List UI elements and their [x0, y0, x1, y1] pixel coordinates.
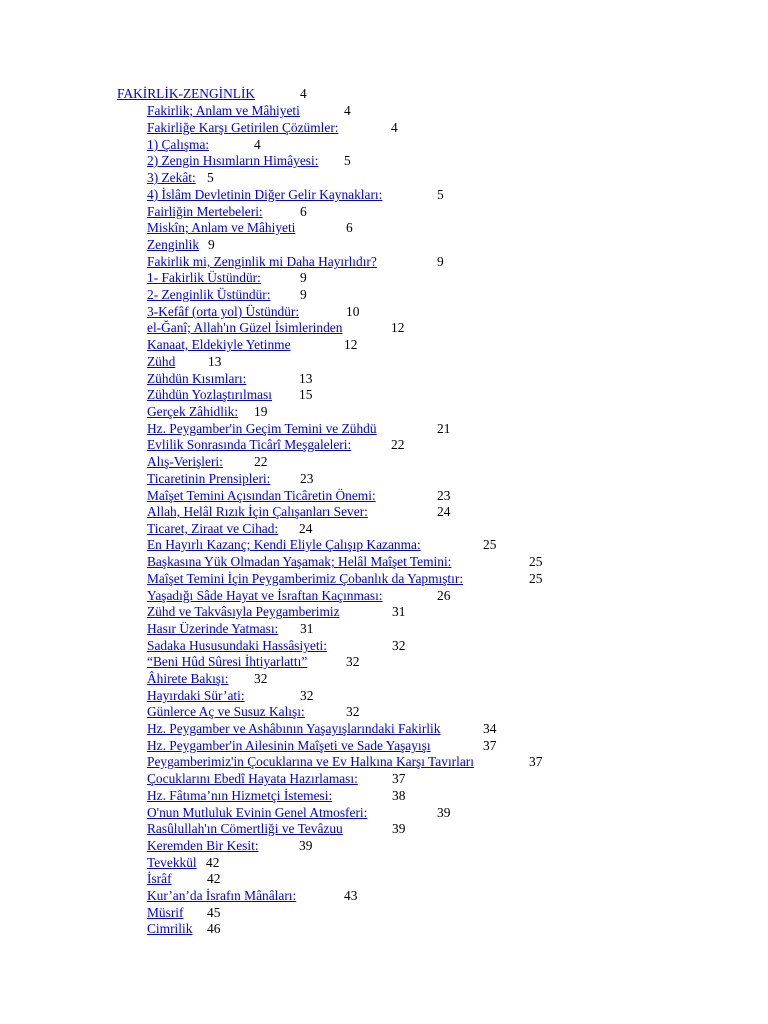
toc-page-number: 12: [344, 337, 358, 352]
toc-entry: [147, 604, 406, 621]
toc-page-number: 45: [207, 905, 221, 920]
toc-entry: [147, 921, 221, 938]
toc-page-number: 26: [437, 588, 451, 603]
toc-link[interactable]: Yaşadığı Sâde Hayat ve İsraftan Kaçınması:: [147, 588, 383, 603]
toc-link[interactable]: Çocuklarını Ebedî Hayata Hazırlaması:: [147, 771, 358, 786]
toc-page-number: 46: [207, 921, 221, 936]
toc-link[interactable]: Hasır Üzerinde Yatması:: [147, 621, 279, 636]
toc-link[interactable]: Günlerce Aç ve Susuz Kalışı:: [147, 704, 305, 719]
toc-page-number: 6: [346, 220, 353, 235]
toc-link[interactable]: Hz. Peygamber ve Ashâbının Yaşayışlarındaki Fakirlik: [147, 721, 441, 736]
toc-link[interactable]: Peygamberimiz'in Çocuklarına ve Ev Halkına Karşı Tavırları: [147, 754, 474, 769]
toc-link[interactable]: Ticaretinin Prensipleri:: [147, 471, 271, 486]
toc-entry: [147, 588, 451, 605]
toc-page-number: 9: [208, 237, 215, 252]
toc-entry: [147, 337, 358, 354]
toc-link[interactable]: Fairliğin Mertebeleri:: [147, 204, 263, 219]
toc-link[interactable]: Hz. Fâtıma’nın Hizmetçi İstemesi:: [147, 788, 333, 803]
toc-page-number: 32: [346, 654, 360, 669]
toc-page-number: 9: [300, 287, 307, 302]
toc-page-number: 5: [437, 187, 444, 202]
toc-entry: [147, 888, 358, 905]
toc-link[interactable]: Gerçek Zâhidlik:: [147, 404, 239, 419]
toc-page-number: 15: [299, 387, 313, 402]
toc-entry: [147, 704, 360, 721]
toc-page-number: 22: [254, 454, 268, 469]
toc-link[interactable]: Rasûlullah'ın Cömertliği ve Tevâzuu: [147, 821, 343, 836]
toc-entry: [147, 187, 444, 204]
toc-link[interactable]: Cimrilik: [147, 921, 193, 936]
toc-entry: [147, 838, 313, 855]
toc-link[interactable]: İsrâf: [147, 871, 172, 886]
toc-page-number: 32: [254, 671, 268, 686]
toc-entry: [147, 471, 314, 488]
toc-link[interactable]: Zenginlik: [147, 237, 200, 252]
toc-link[interactable]: 3-Kefâf (orta yol) Üstündür:: [147, 304, 300, 319]
toc-page-number: 5: [344, 153, 351, 168]
toc-link[interactable]: Kur’an’da İsrafın Mânâları:: [147, 888, 297, 903]
toc-link[interactable]: 3) Zekât:: [147, 170, 196, 185]
toc-link[interactable]: Maîşet Temini Açısından Ticâretin Önemi:: [147, 488, 376, 503]
toc-entry: [147, 638, 406, 655]
toc-entry: [147, 671, 268, 688]
toc-page-number: 13: [208, 354, 222, 369]
toc-link[interactable]: 2- Zenginlik Üstündür:: [147, 287, 271, 302]
toc-entry: [147, 504, 451, 521]
toc-entry: [147, 771, 406, 788]
toc-entry: [147, 404, 268, 421]
toc-page-number: 23: [437, 488, 451, 503]
toc-link[interactable]: Tevekkül: [147, 855, 197, 870]
toc-link[interactable]: Zühdün Yozlaştırılması: [147, 387, 272, 402]
toc-entry: [147, 387, 313, 404]
toc-entry: [147, 521, 313, 538]
toc-link[interactable]: Miskîn; Anlam ve Mâhiyeti: [147, 220, 296, 235]
toc-page-number: 4: [344, 103, 351, 118]
toc-page-number: 32: [300, 688, 314, 703]
toc-link[interactable]: Zühd ve Takvâsıyla Peygamberimiz: [147, 604, 340, 619]
toc-heading: [117, 86, 307, 103]
toc-page-number: 9: [437, 254, 444, 269]
toc-page-number: 31: [300, 621, 314, 636]
toc-link[interactable]: Keremden Bir Kesit:: [147, 838, 259, 853]
toc-entry: [147, 204, 307, 221]
toc-link[interactable]: Kanaat, Eldekiyle Yetinme: [147, 337, 291, 352]
toc-page-number: 9: [300, 270, 307, 285]
toc-link[interactable]: Fakirlik; Anlam ve Mâhiyeti: [147, 103, 300, 118]
toc-page-number: 37: [392, 771, 406, 786]
toc-entry: [147, 788, 406, 805]
toc-entry: [147, 571, 543, 588]
toc-page-number: 5: [207, 170, 214, 185]
toc-heading-page: 4: [300, 86, 307, 101]
toc-entry: [147, 905, 221, 922]
toc-link[interactable]: En Hayırlı Kazanç; Kendi Eliyle Çalışıp Kazanma:: [147, 537, 421, 552]
toc-entry: [147, 354, 222, 371]
toc-entry: [147, 855, 220, 872]
toc-link[interactable]: el-Ğanî; Allah'ın Güzel İsimlerinden: [147, 320, 343, 335]
toc-link[interactable]: 1- Fakirlik Üstündür:: [147, 270, 261, 285]
toc-page-number: 19: [254, 404, 268, 419]
toc-entry: [147, 170, 214, 187]
toc-entry: [147, 237, 215, 254]
toc-entry: [147, 871, 221, 888]
toc-link[interactable]: Zühd: [147, 354, 176, 369]
toc-link[interactable]: Maîşet Temini İçin Peygamberimiz Çobanlık da Yapmıştır:: [147, 571, 464, 586]
toc-page-number: 12: [391, 320, 405, 335]
toc-link[interactable]: Fakirlik mi, Zenginlik mi Daha Hayırlıdır?: [147, 254, 377, 269]
toc-entry: [147, 371, 313, 388]
toc-page-number: 24: [437, 504, 451, 519]
toc-page-number: 38: [392, 788, 406, 803]
toc-page-number: 21: [437, 421, 451, 436]
toc-entry: [147, 421, 451, 438]
toc-entry: [147, 621, 314, 638]
toc-page-number: 39: [299, 838, 313, 853]
toc-entry: [147, 270, 307, 287]
toc-entry: [147, 554, 543, 571]
toc-link[interactable]: Evlilik Sonrasında Ticârî Meşgaleleri:: [147, 437, 352, 452]
toc-heading-link[interactable]: FAKİRLİK-ZENGİNLİK: [117, 86, 256, 101]
toc-entry: [147, 537, 497, 554]
toc-link[interactable]: Zühdün Kısımları:: [147, 371, 247, 386]
toc-link[interactable]: O'nun Mutluluk Evinin Genel Atmosferi:: [147, 805, 368, 820]
toc-page-number: 34: [483, 721, 497, 736]
toc-link[interactable]: Ticaret, Ziraat ve Cihad:: [147, 521, 279, 536]
toc-entry: [147, 220, 353, 237]
toc-page-number: 31: [392, 604, 406, 619]
toc-page-number: 37: [483, 738, 497, 753]
toc-link[interactable]: 1) Çalışma:: [147, 137, 210, 152]
toc-entry: [147, 754, 543, 771]
toc-page-number: 43: [344, 888, 358, 903]
toc-page-number: 39: [392, 821, 406, 836]
toc-entry: [147, 437, 405, 454]
toc-link[interactable]: Sadaka Hususundaki Hassâsiyeti:: [147, 638, 328, 653]
toc-entry: [147, 488, 451, 505]
toc-page-number: 32: [392, 638, 406, 653]
toc-page-number: 4: [254, 137, 261, 152]
toc-link[interactable]: Hayırdaki Sür’ati:: [147, 688, 245, 703]
toc-entry: [147, 120, 398, 137]
toc-page-number: 25: [483, 537, 497, 552]
toc-page-number: 25: [529, 571, 543, 586]
toc-entry: [147, 454, 268, 471]
toc-page-number: 42: [207, 871, 221, 886]
toc-link[interactable]: Fakirliğe Karşı Getirilen Çözümler:: [147, 120, 339, 135]
toc-page-number: 24: [299, 521, 313, 536]
toc-entry: [147, 805, 451, 822]
toc-link[interactable]: Müsrif: [147, 905, 184, 920]
toc-page-number: 42: [206, 855, 220, 870]
toc-page-number: 25: [529, 554, 543, 569]
toc-link[interactable]: Âhirete Bakışı:: [147, 671, 229, 686]
toc-entry: [147, 254, 444, 271]
toc-link[interactable]: Alış-Verişleri:: [147, 454, 223, 469]
toc-entry: [147, 721, 497, 738]
toc-entry: [147, 654, 360, 671]
toc-entry: [147, 320, 405, 337]
toc-link[interactable]: 2) Zengin Hısımların Himâyesi:: [147, 153, 319, 168]
toc-entry: [147, 738, 497, 755]
toc-entry: [147, 137, 261, 154]
toc-page-number: 10: [346, 304, 360, 319]
toc-link[interactable]: Hz. Peygamber'in Geçim Temini ve Zühdü: [147, 421, 377, 436]
toc-entry: [147, 688, 314, 705]
toc-link[interactable]: Başkasına Yük Olmadan Yaşamak; Helâl Maîşet Temini:: [147, 554, 452, 569]
toc-link[interactable]: Allah, Helâl Rızık İçin Çalışanları Sever:: [147, 504, 368, 519]
toc-page-number: 6: [300, 204, 307, 219]
toc-page-number: 39: [437, 805, 451, 820]
toc-link[interactable]: 4) İslâm Devletinin Diğer Gelir Kaynakları:: [147, 187, 383, 202]
toc-page-number: 4: [391, 120, 398, 135]
toc-entry: [147, 304, 360, 321]
toc-link[interactable]: “Beni Hûd Sûresi İhtiyarlattı”: [147, 654, 308, 669]
toc-entry: [147, 287, 307, 304]
toc-page-number: 32: [346, 704, 360, 719]
toc-page-number: 37: [529, 754, 543, 769]
toc-entry: [147, 153, 351, 170]
toc-page-number: 13: [299, 371, 313, 386]
toc-page-number: 22: [391, 437, 405, 452]
toc-entry: [147, 821, 406, 838]
toc-page-number: 23: [300, 471, 314, 486]
toc-link[interactable]: Hz. Peygamber'in Ailesinin Maîşeti ve Sade Yaşayışı: [147, 738, 431, 753]
toc-entry: [147, 103, 351, 120]
